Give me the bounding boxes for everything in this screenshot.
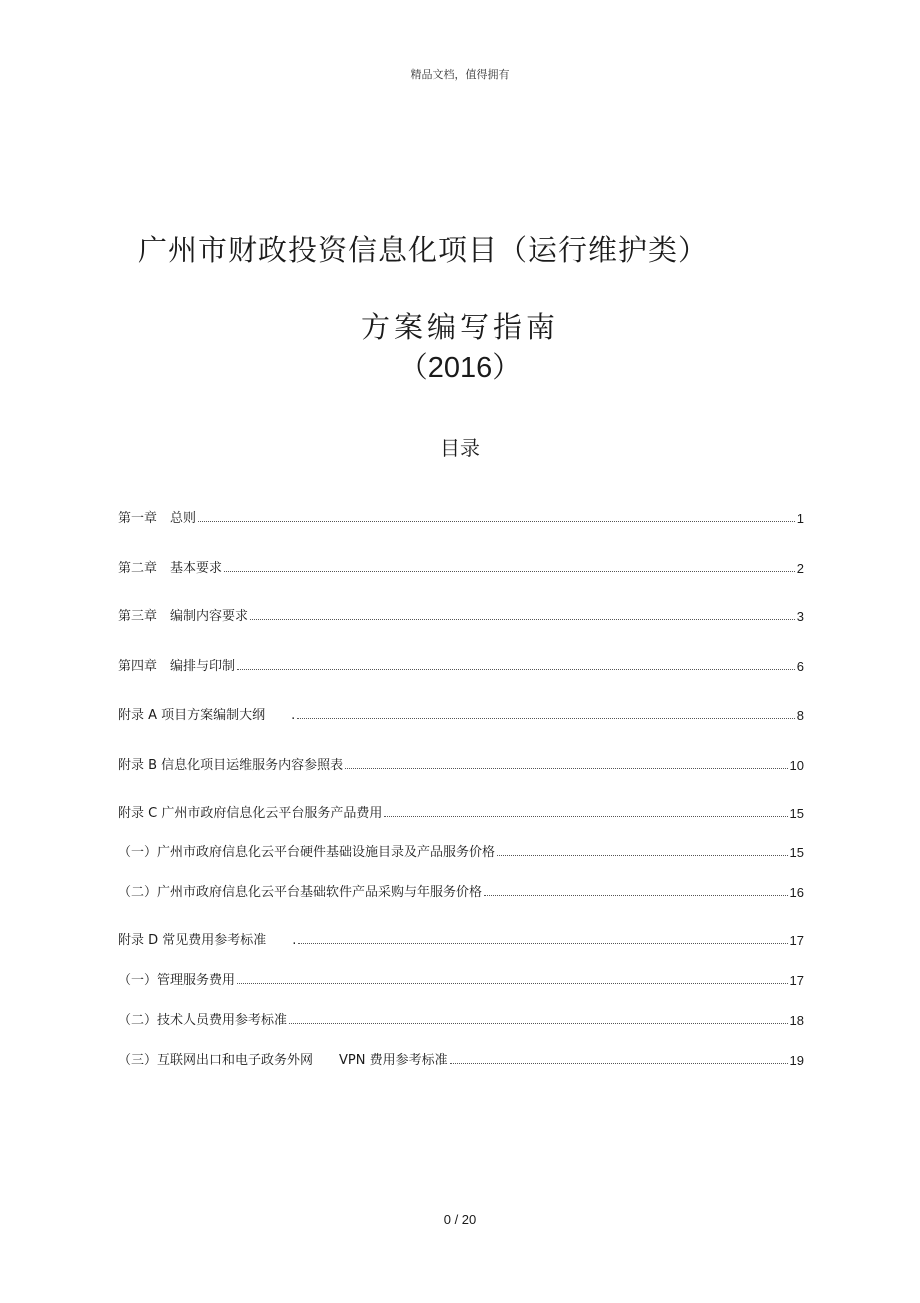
toc-entry-page: 1	[796, 511, 804, 526]
toc-entry-label: （一）广州市政府信息化云平台硬件基础设施目录及产品服务价格	[118, 845, 496, 860]
toc-entry-page: 19	[789, 1053, 804, 1068]
toc-entry-label: （二）广州市政府信息化云平台基础软件产品采购与年服务价格	[118, 885, 483, 900]
toc-entry[interactable]	[118, 970, 804, 988]
toc-entry-page: 10	[789, 758, 804, 773]
toc-entry-page: 15	[789, 845, 804, 860]
document-year: （2016）	[398, 352, 522, 384]
toc-entry-label: 第一章 总则	[118, 511, 197, 526]
toc-entry[interactable]	[118, 558, 804, 576]
toc-entry-page: 6	[796, 659, 804, 674]
toc-entry[interactable]	[118, 1010, 804, 1028]
page-header: 精品文档，值得拥有	[410, 68, 510, 81]
toc-entry[interactable]	[118, 1050, 804, 1068]
toc-entry-label: 附录 A 项目方案编制大纲 .	[118, 708, 296, 723]
toc-entry-label: 第二章 基本要求	[118, 561, 223, 576]
toc-entry-page: 2	[796, 561, 804, 576]
toc-entry[interactable]	[118, 508, 804, 526]
toc-leader	[297, 718, 794, 719]
toc-leader	[384, 816, 787, 817]
toc-entry-page: 15	[789, 806, 804, 821]
toc-entry-page: 18	[789, 1013, 804, 1028]
toc-entry-label: （一）管理服务费用	[118, 973, 236, 988]
toc-entry-page: 16	[789, 885, 804, 900]
toc-entry-page: 3	[796, 609, 804, 624]
toc-entry-page: 17	[789, 973, 804, 988]
toc-entry-label: （三）互联网出口和电子政务外网 VPN 费用参考标准	[118, 1053, 448, 1068]
toc-leader	[224, 571, 795, 572]
toc-entry[interactable]	[118, 882, 804, 900]
toc-entry[interactable]	[118, 656, 804, 674]
toc-heading: 目录	[440, 436, 480, 460]
toc-leader	[237, 983, 788, 984]
toc-entry[interactable]	[118, 705, 804, 723]
toc-leader	[289, 1023, 788, 1024]
document-subtitle: 方案编写指南	[360, 310, 559, 344]
toc-leader	[345, 768, 787, 769]
toc-entry-page: 8	[796, 708, 804, 723]
toc-entry-label: 第三章 编制内容要求	[118, 609, 249, 624]
toc-entry[interactable]	[118, 755, 804, 773]
toc-leader	[250, 619, 795, 620]
toc-entry-page: 17	[789, 933, 804, 948]
toc-entry-label: （二）技术人员费用参考标准	[118, 1013, 288, 1028]
toc-leader	[237, 669, 795, 670]
toc-entry-label: 附录 B 信息化项目运维服务内容参照表	[118, 758, 344, 773]
toc-entry[interactable]	[118, 803, 804, 821]
toc-leader	[298, 943, 787, 944]
toc-leader	[484, 895, 788, 896]
toc-leader	[497, 855, 788, 856]
toc-entry[interactable]	[118, 842, 804, 860]
toc-entry-label: 第四章 编排与印制	[118, 659, 236, 674]
toc-leader	[198, 521, 795, 522]
document-title: 广州市财政投资信息化项目（运行维护类）	[138, 233, 709, 267]
toc-entry-label: 附录 D 常见费用参考标准 .	[118, 933, 297, 948]
toc-entry[interactable]	[118, 606, 804, 624]
toc-leader	[450, 1063, 788, 1064]
page-number: 0 / 20	[443, 1212, 477, 1227]
toc-entry[interactable]	[118, 930, 804, 948]
toc-entry-label: 附录 C 广州市政府信息化云平台服务产品费用	[118, 806, 383, 821]
